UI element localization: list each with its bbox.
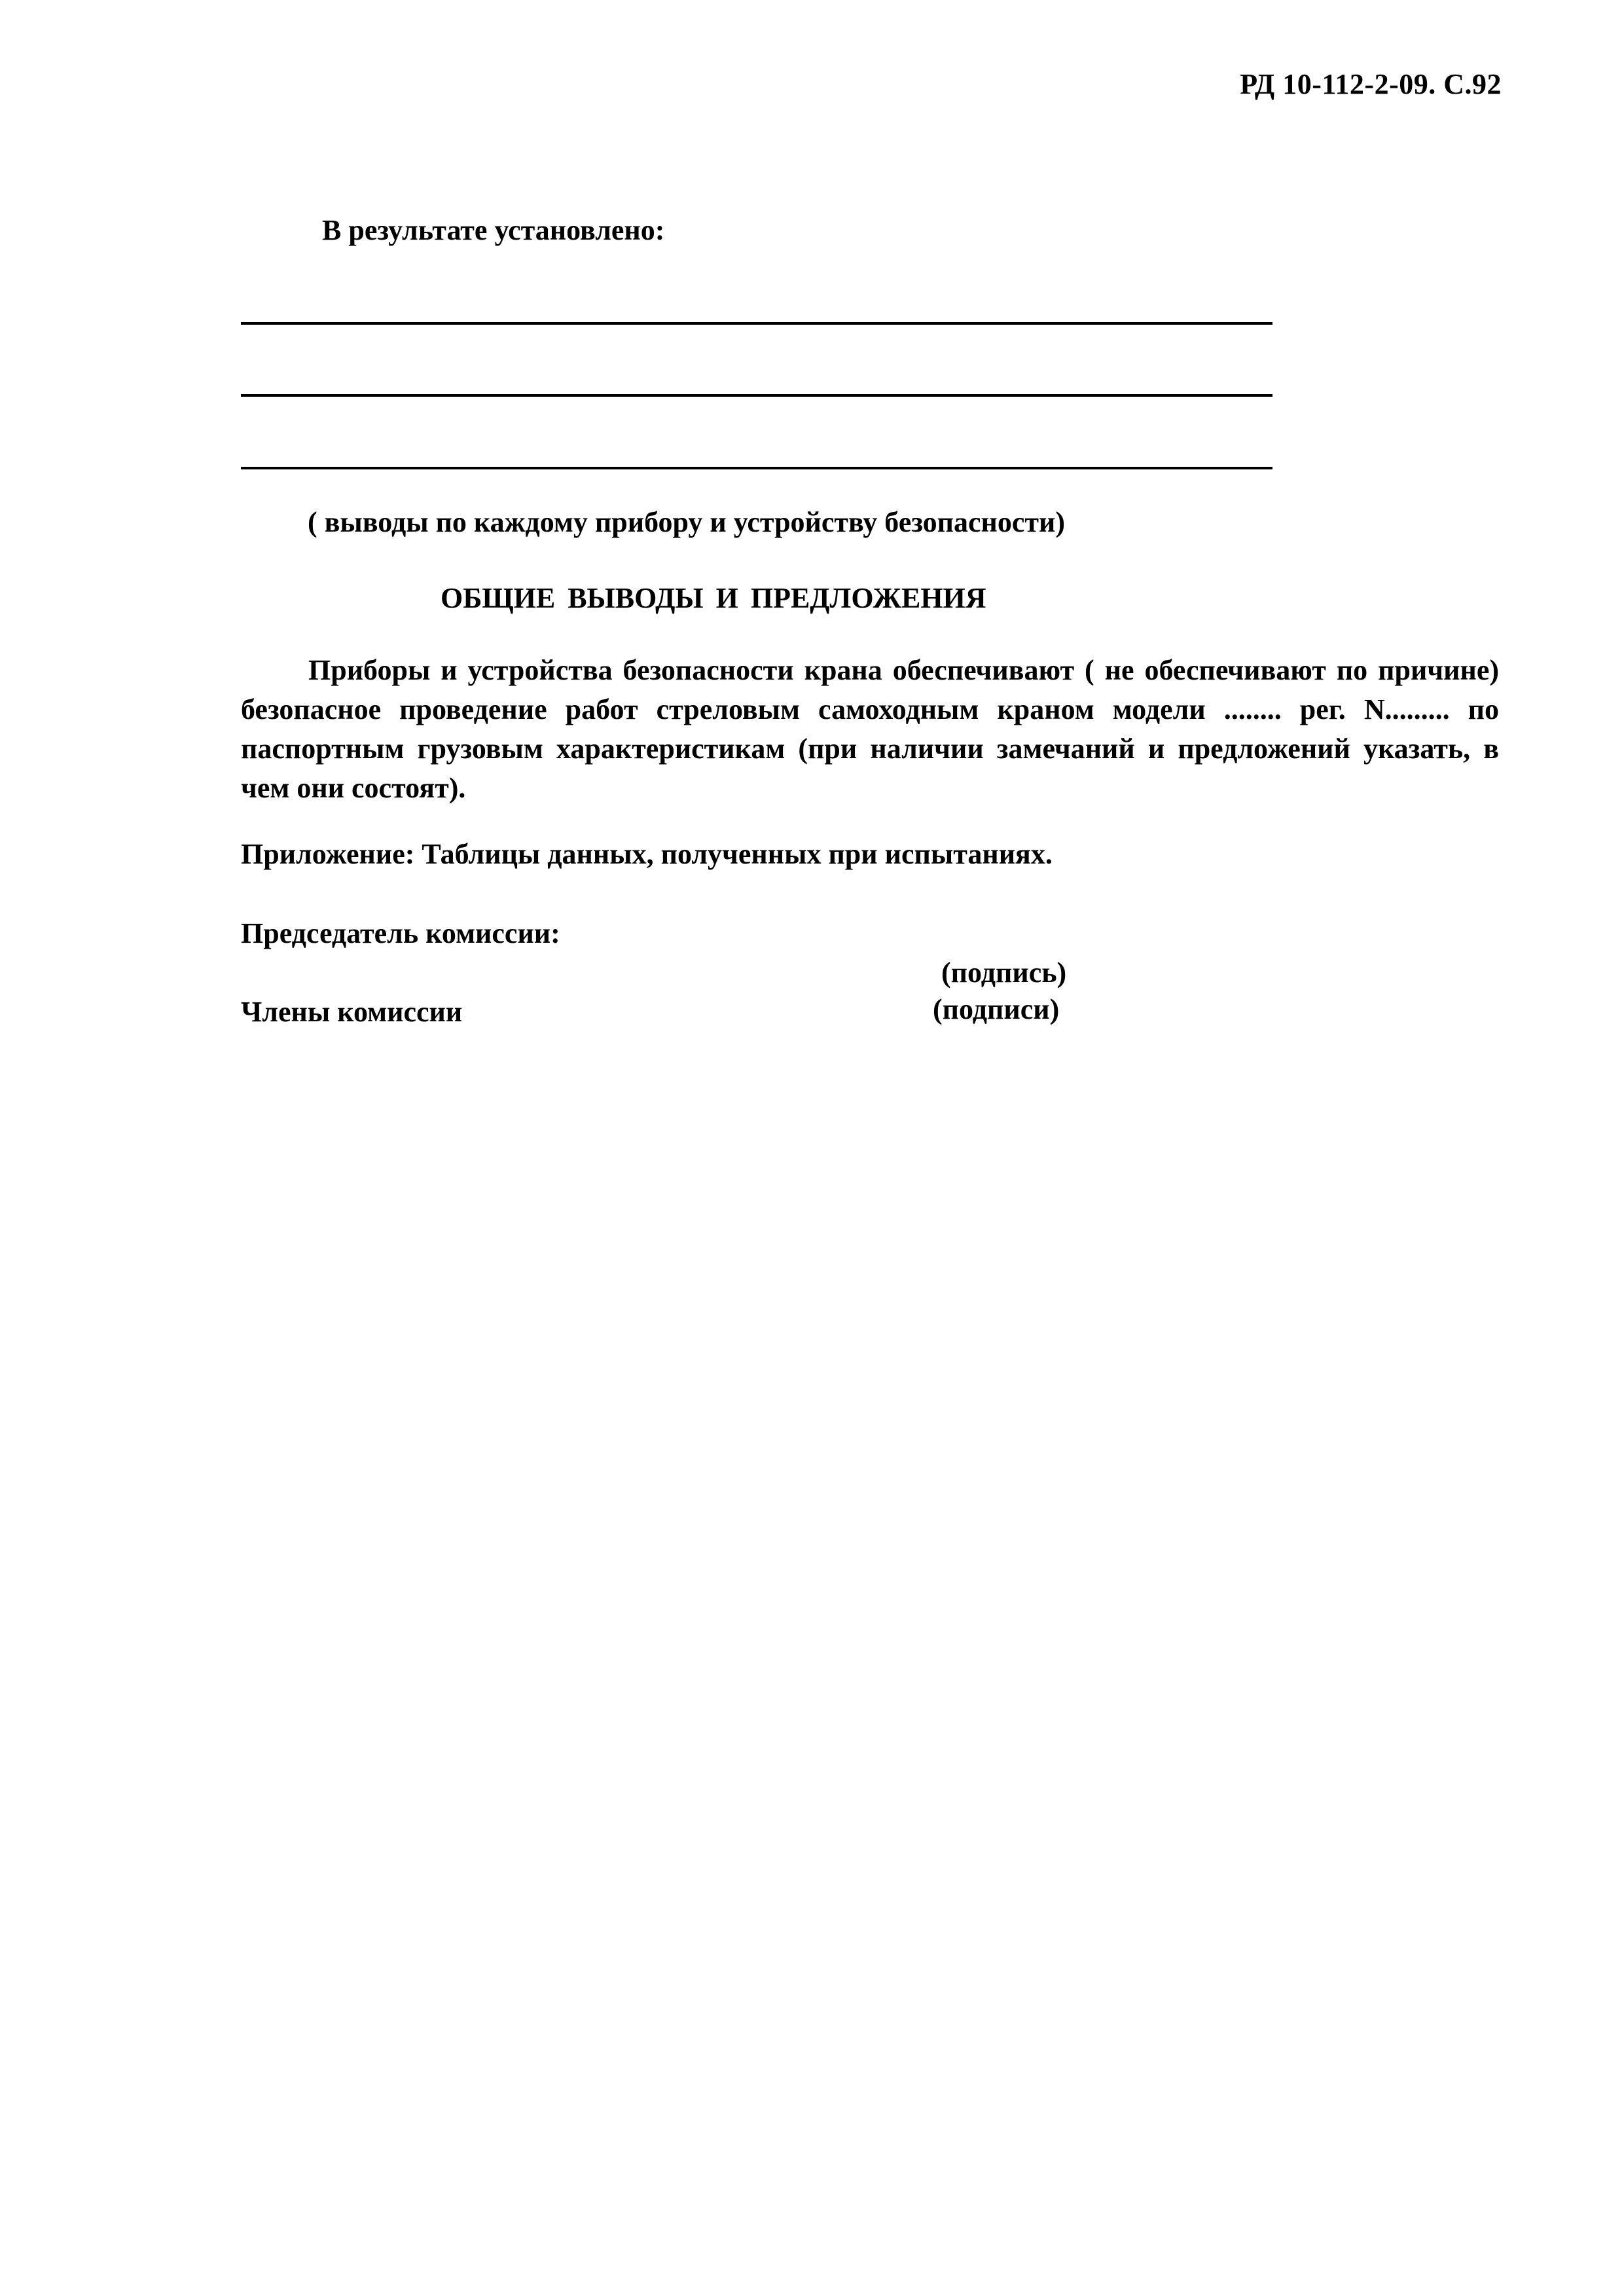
document-reference: РД 10-112-2-09. С.92 xyxy=(1240,68,1502,100)
members-label: Члены комиссии xyxy=(241,996,463,1028)
conclusions-paragraph: Приборы и устройства безопасности крана обеспечивают ( не обеспечивают по причине) безопасное проведение работ стреловым самоходным краном модели ........ рег. N......... по паспортным грузовым характеристикам (при наличии замечаний и предложений указать, в чем они состоят). xyxy=(241,654,1499,804)
result-heading: В результате установлено: xyxy=(322,214,665,246)
members-signature-caption: (подписи) xyxy=(933,993,1060,1025)
blank-line xyxy=(241,322,1272,325)
appendix-line: Приложение: Таблицы данных, полученных при испытаниях. xyxy=(241,838,1053,870)
section-title: ОБЩИЕ ВЫВОДЫ И ПРЕДЛОЖЕНИЯ xyxy=(441,582,986,614)
chairman-signature-caption: (подпись) xyxy=(941,957,1067,989)
blank-line xyxy=(241,467,1272,469)
conclusions-note: ( выводы по каждому прибору и устройству безопасности) xyxy=(308,506,1066,538)
chairman-label: Председатель комиссии: xyxy=(241,917,560,949)
blank-line xyxy=(241,394,1272,397)
